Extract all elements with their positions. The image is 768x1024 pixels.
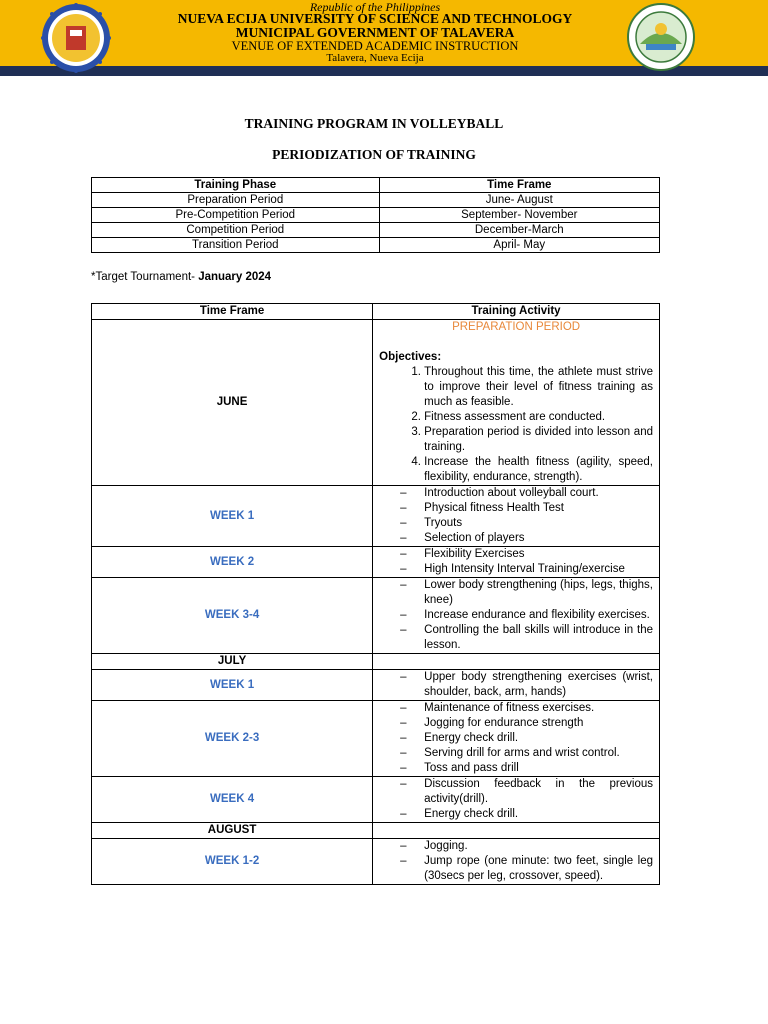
list-item: 2. Fitness assessment are conducted.	[424, 410, 653, 425]
table-row	[92, 238, 660, 253]
week-cell: WEEK 1	[92, 486, 373, 547]
table-row	[92, 223, 660, 238]
activity-cell	[373, 701, 660, 777]
table-row	[92, 701, 660, 777]
table-row	[92, 486, 660, 547]
activity-cell	[373, 654, 660, 670]
activity-cell	[373, 839, 660, 885]
header-training-phase: Training Phase	[92, 178, 380, 193]
phase-label: PREPARATION PERIOD	[452, 321, 581, 333]
training-plan-table	[91, 303, 660, 885]
objectives-title: Objectives:	[379, 351, 442, 363]
table-row	[92, 547, 660, 578]
activity-list	[379, 777, 653, 822]
table-row	[92, 823, 660, 839]
week-cell: WEEK 3-4	[92, 578, 373, 654]
table-row	[92, 320, 660, 486]
list-item: – High Intensity Interval Training/exercise	[379, 562, 653, 577]
time-frame-cell: September- November	[379, 208, 659, 223]
list-item: 4. Increase the health fitness (agility, speed, flexibility, endurance, strength).	[424, 455, 653, 485]
list-item: – Controlling the ball skills will introduce in the lesson.	[379, 623, 653, 653]
month-cell-august: AUGUST	[92, 823, 373, 839]
list-item: – Upper body strengthening exercises (wrist, shoulder, back, arm, hands)	[379, 670, 653, 700]
phase-cell: Pre-Competition Period	[92, 208, 380, 223]
list-item: – Energy check drill.	[379, 731, 653, 746]
list-item: – Jump rope (one minute: two feet, single leg (30secs per leg, crossover, speed).	[379, 854, 653, 884]
list-item: – Physical fitness Health Test	[379, 501, 653, 516]
objectives-list	[379, 365, 653, 485]
month-cell-july: JULY	[92, 654, 373, 670]
republic-line: Republic of the Philippines	[309, 0, 441, 14]
list-item: – Increase endurance and flexibility exercises.	[379, 608, 653, 623]
phase-cell: Preparation Period	[92, 193, 380, 208]
table-row	[92, 578, 660, 654]
university-seal-icon	[40, 2, 112, 74]
list-item: – Maintenance of fitness exercises.	[379, 701, 653, 716]
target-label: *Target Tournament-	[91, 271, 199, 283]
activity-list	[379, 701, 653, 776]
activity-list	[379, 839, 653, 884]
list-item: – Discussion feedback in the previous activity(drill).	[379, 777, 653, 807]
activity-cell	[373, 777, 660, 823]
list-item: 3. Preparation period is divided into lesson and training.	[424, 425, 653, 455]
table-header-row	[92, 304, 660, 320]
table-row	[92, 777, 660, 823]
list-item: – Tryouts	[379, 516, 653, 531]
phase-cell: Competition Period	[92, 223, 380, 238]
activity-list	[379, 578, 653, 653]
time-frame-cell: June- August	[379, 193, 659, 208]
list-item: – Jogging for endurance strength	[379, 716, 653, 731]
table-row	[92, 208, 660, 223]
target-value: January 2024	[198, 271, 272, 283]
activity-list	[379, 547, 653, 577]
activity-list	[379, 670, 653, 700]
list-item: – Toss and pass drill	[379, 761, 653, 776]
activity-cell	[373, 670, 660, 701]
university-name: NUEVA ECIJA UNIVERSITY OF SCIENCE AND TECHNOLOGY	[177, 11, 573, 26]
target-tournament	[91, 271, 271, 283]
table-row	[92, 839, 660, 885]
time-frame-cell: December-March	[379, 223, 659, 238]
document-title: TRAINING PROGRAM IN VOLLEYBALL	[244, 116, 504, 131]
list-item: – Energy check drill.	[379, 807, 653, 822]
week-cell: WEEK 2-3	[92, 701, 373, 777]
activity-list	[379, 486, 653, 546]
list-item: – Lower body strengthening (hips, legs, thighs, knee)	[379, 578, 653, 608]
activity-cell	[373, 578, 660, 654]
month-cell-june: JUNE	[92, 320, 373, 486]
list-item: – Selection of players	[379, 531, 653, 546]
periodization-table	[91, 177, 660, 253]
activity-cell	[373, 486, 660, 547]
activity-cell	[373, 547, 660, 578]
week-cell: WEEK 2	[92, 547, 373, 578]
week-cell: WEEK 4	[92, 777, 373, 823]
activity-cell	[373, 320, 660, 486]
document-subtitle: PERIODIZATION OF TRAINING	[272, 147, 476, 162]
table-row	[92, 654, 660, 670]
list-item: – Serving drill for arms and wrist control.	[379, 746, 653, 761]
venue-line: VENUE OF EXTENDED ACADEMIC INSTRUCTION	[231, 39, 519, 53]
location-line: Talavera, Nueva Ecija	[326, 52, 424, 64]
list-item: – Flexibility Exercises	[379, 547, 653, 562]
week-cell: WEEK 1	[92, 670, 373, 701]
week-cell: WEEK 1-2	[92, 839, 373, 885]
header-time-frame: Time Frame	[379, 178, 659, 193]
time-frame-cell: April- May	[379, 238, 659, 253]
list-item: 1. Throughout this time, the athlete must strive to improve their level of fitness training as much as feasible.	[424, 365, 653, 410]
table-row	[92, 193, 660, 208]
government-name: MUNICIPAL GOVERNMENT OF TALAVERA	[235, 25, 515, 40]
phase-cell: Transition Period	[92, 238, 380, 253]
municipal-seal-icon	[626, 2, 696, 72]
header-time-frame: Time Frame	[92, 304, 373, 320]
table-row	[92, 670, 660, 701]
activity-cell	[373, 823, 660, 839]
header-training-activity: Training Activity	[373, 304, 660, 320]
list-item: – Jogging.	[379, 839, 653, 854]
list-item: – Introduction about volleyball court.	[379, 486, 653, 501]
table-header-row	[92, 178, 660, 193]
